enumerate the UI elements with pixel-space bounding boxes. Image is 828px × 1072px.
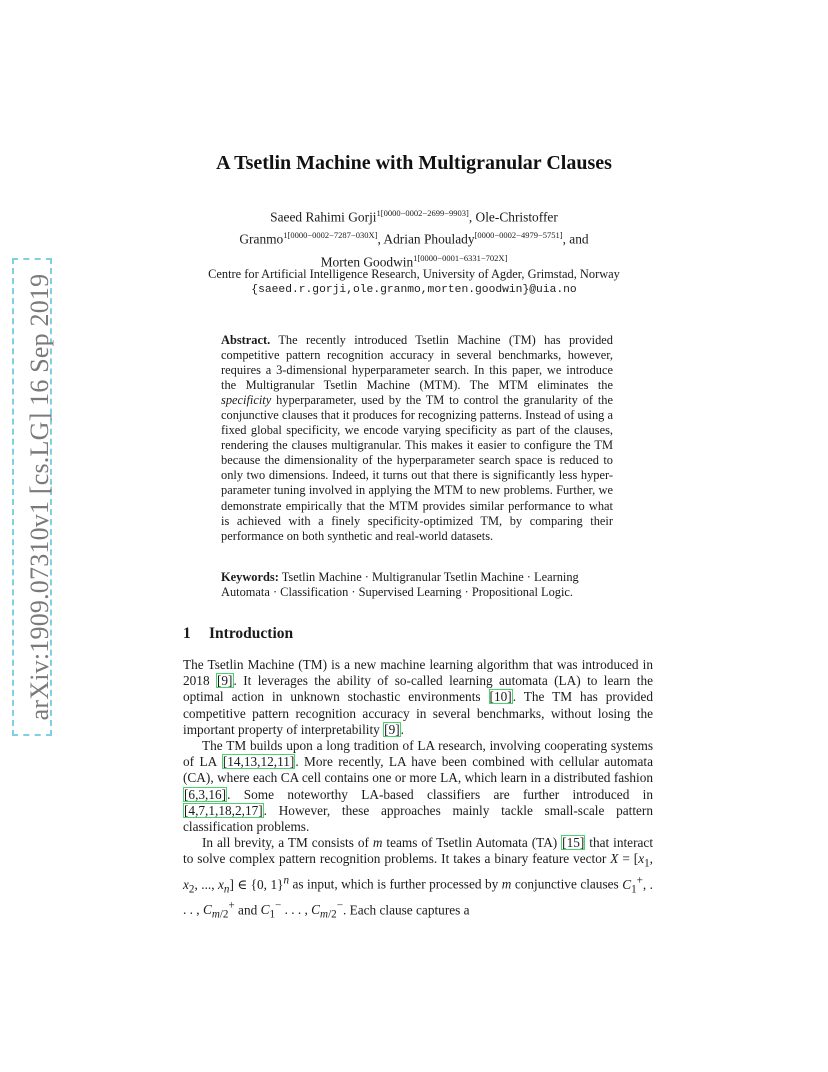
- paragraph: In all brevity, a TM consists of m teams of Tsetlin Automata (TA) [15] that interact to solve complex pattern recognition problems. It takes a binary feature vector $X = [x_1$, $x_2$, ..., $x_n$] ∈ {0, 1}$^n$ as input, which is further processed by m conjunctive clauses $C_1^+$, . . . , $C_{m/2}^+$ and $C_1^-$ . . . , $C_{m/2}^-$. Each clause captures a: [183, 835, 654, 921]
- affiliation-block: [100, 266, 728, 298]
- author-list: Saeed Rahimi Gorji$^{1[0000-0002-2699-9903]}$, Ole-Christoffer Granmo$^{1[0000-0002-7287-030X]}$, Adrian Phoulady[0000−0002−4979−5751], and Morten Goodwin$^{1[0000-0001-6331-702X]}$: [239, 208, 589, 270]
- citation-link[interactable]: [14,13,12,11]: [222, 754, 295, 770]
- section-title: Introduction: [209, 625, 294, 642]
- citation-link[interactable]: [9]: [384, 721, 400, 737]
- math-feature-vector: $X = [x_1$, $x_2$, ..., $x_n$] ∈ {0, 1}$^n$: [183, 851, 653, 896]
- author-name: Saeed Rahimi Gorji: [270, 209, 377, 225]
- section-heading: [183, 625, 293, 643]
- author-orcid: 1[0000−0002−2699−9903]: [376, 208, 469, 218]
- arxiv-identifier: arXiv:1909.07310v1 [cs.LG] 16 Sep 2019: [25, 273, 54, 721]
- body-text: [183, 657, 653, 923]
- author-orcid: 1[0000−0001−6331−702X]: [413, 252, 508, 263]
- keywords-label: Keywords:: [221, 570, 279, 584]
- citation-link[interactable]: [6,3,16]: [184, 786, 227, 802]
- math-symbol: m: [372, 835, 383, 851]
- abstract: Abstract. The recently introduced Tsetlin Machine (TM) has provided competitive pattern recognition accuracy in several benchmarks, however, requires a 3-dimensional hyperparameter search. In this paper, we introduce the Multigranular Tsetlin Machine (MTM). The MTM eliminates the specificity hyperparameter, used by the TM to control the granularity of the conjunctive clauses that it produces for recognizing patterns. Instead of using a fixed global specificity, we encode varying specificity as part of the clauses, rendering the clauses multigranular. This makes it easier to configure the TM because the dimensionality of the hyperparameter search space is reduced to only two dimensions. Indeed, it turns out that there is significantly less hyper-parameter tuning involved in applying the MTM to new problems. Further, we demonstrate empirically that the MTM provides similar performance to what is achieved with a finely specificity-optimized TM, by comparing their performance on both synthetic and real-world datasets.: [221, 333, 613, 543]
- citation-link[interactable]: [15]: [562, 835, 585, 851]
- author-emails: {saeed.r.gorji,ole.granmo,morten.goodwin}@uia.no: [251, 284, 577, 296]
- section-number: 1: [183, 625, 191, 642]
- citation-link[interactable]: [4,7,1,18,2,17]: [184, 802, 263, 818]
- paragraph: The Tsetlin Machine (TM) is a new machine learning algorithm that was introduced in 2018 [9]. It leverages the ability of so-called learning automata (LA) to learn the optimal action in unknown stochastic environments [10]. The TM has provided competitive pattern recognition accuracy in several benchmarks, without losing the important property of interpretability [9].: [183, 657, 654, 737]
- author-orcid: [0000−0002−4979−5751]: [474, 230, 563, 241]
- abstract-label: Abstract.: [221, 333, 271, 347]
- emphasis: specificity: [221, 393, 272, 408]
- author-orcid: 1[0000−0002−7287−030X]: [283, 230, 378, 241]
- citation-link[interactable]: [9]: [216, 673, 233, 689]
- math-symbol: m: [501, 876, 512, 892]
- paragraph: The TM builds upon a long tradition of LA research, involving cooperating systems of LA [14,13,12,11]. More recently, LA have been combined with cellular automata (CA), where each CA cell contains one or more LA, which learn in a distributed fashion [6,3,16]. Some noteworthy LA-based classifiers are further introduced in [4,7,1,18,2,17]. However, these approaches mainly tackle small-scale pattern classification problems.: [183, 738, 654, 835]
- paper-title: A Tsetlin Machine with Multigranular Clauses: [216, 152, 612, 174]
- author-name: Granmo: [239, 231, 284, 247]
- math-negative-clauses: $C_1^-$ . . . , $C_{m/2}^-$: [260, 899, 343, 921]
- citation-link[interactable]: [10]: [489, 689, 512, 705]
- keywords: Keywords: Tsetlin Machine · Multigranular Tsetlin Machine · Learning Automata · Classification · Supervised Learning · Propositional Logic.: [221, 570, 579, 600]
- affiliation: Centre for Artificial Intelligence Research, University of Agder, Grimstad, Norway: [208, 267, 620, 281]
- author-name: Morten Goodwin: [320, 254, 414, 270]
- math-positive-clauses: $C_1^+$, . . . , $C_{m/2}^+$: [183, 874, 653, 921]
